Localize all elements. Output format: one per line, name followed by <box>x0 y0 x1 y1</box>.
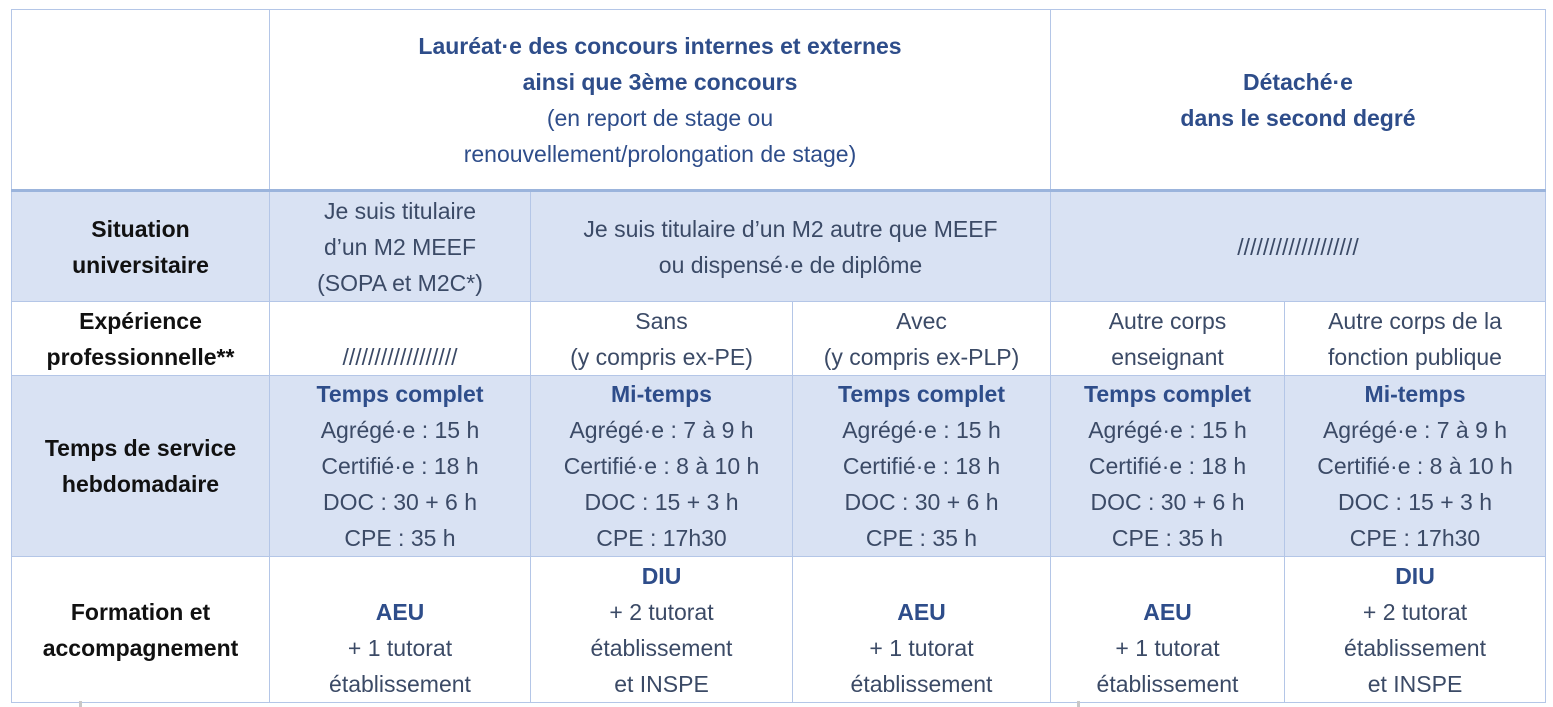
experience-avec-line2: (y compris ex-PLP) <box>823 343 1020 370</box>
experience-fp-line1: Autre corps de la <box>1328 307 1502 334</box>
experience-avec <box>793 302 1051 376</box>
temps-agrege: Agrégé·e : 15 h <box>842 417 1001 443</box>
experience-autre-corps-enseignant <box>1051 302 1285 376</box>
temps-cell-5 <box>1285 376 1546 557</box>
formation-line1: + 2 tutorat <box>609 598 714 625</box>
temps-title: Temps complet <box>1084 381 1251 407</box>
formation-label-line2: accompagnement <box>42 634 239 661</box>
situation-label-line1: Situation <box>91 215 190 242</box>
formation-cell-2 <box>531 557 793 703</box>
temps-label-line1: Temps de service <box>44 435 237 461</box>
experience-label <box>12 302 270 376</box>
temps-agrege: Agrégé·e : 15 h <box>320 417 480 443</box>
formation-cell-4 <box>1051 557 1285 703</box>
header-detache-line1: Détaché·e <box>1243 68 1353 95</box>
formation-title: AEU <box>897 599 946 625</box>
situation-autre-line1: Je suis titulaire d’un M2 autre que MEEF <box>583 215 998 242</box>
temps-cell-2 <box>531 376 793 557</box>
temps-title: Mi-temps <box>611 381 712 407</box>
temps-title: Temps complet <box>838 381 1005 407</box>
experience-label-line2: professionnelle** <box>46 343 235 370</box>
page-edge-mark-right <box>1077 701 1080 707</box>
temps-doc: DOC : 15 + 3 h <box>584 489 739 515</box>
situation-m2meef <box>270 191 531 302</box>
formation-title: AEU <box>375 599 425 625</box>
header-row <box>12 10 1546 191</box>
temps-cell-3 <box>793 376 1051 557</box>
experience-sans <box>531 302 793 376</box>
situation-autre <box>531 191 1051 302</box>
header-laureat-line4: renouvellement/prolongation de stage) <box>463 140 857 167</box>
temps-cpe: CPE : 35 h <box>344 525 456 551</box>
temps-agrege: Agrégé·e : 15 h <box>1088 417 1247 443</box>
formation-cell-3 <box>793 557 1051 703</box>
header-laureat-line1: Lauréat·e des concours internes et externes <box>418 32 902 59</box>
temps-label <box>12 376 270 557</box>
experience-autre-corps-fp <box>1285 302 1546 376</box>
formation-line3: et INSPE <box>1367 670 1463 697</box>
temps-certifie: Certifié·e : 8 à 10 h <box>1317 453 1513 479</box>
temps-doc: DOC : 30 + 6 h <box>1090 489 1245 515</box>
formation-title: DIU <box>641 562 682 589</box>
temps-doc: DOC : 30 + 6 h <box>844 489 999 515</box>
temps-cell-4 <box>1051 376 1285 557</box>
formation-title: AEU <box>1143 599 1192 625</box>
temps-cpe: CPE : 17h30 <box>1349 525 1481 551</box>
info-table <box>11 9 1546 703</box>
experience-sans-line1: Sans <box>635 307 688 334</box>
formation-line2: établissement <box>329 671 471 697</box>
temps-cpe: CPE : 35 h <box>1111 525 1224 551</box>
header-detache <box>1051 10 1546 191</box>
formation-line3: et INSPE <box>614 670 709 697</box>
page-edge-mark-left <box>79 701 82 707</box>
situation-detache-slashes: /////////////////// <box>1237 233 1359 260</box>
formation-line1: + 1 tutorat <box>869 635 974 661</box>
temps-certifie: Certifié·e : 18 h <box>842 453 1001 479</box>
experience-ens-line1: Autre corps <box>1108 307 1227 334</box>
header-laureat-line3: (en report de stage ou <box>546 104 774 131</box>
situation-label-line2: universitaire <box>72 251 209 278</box>
temps-cpe: CPE : 35 h <box>865 525 978 551</box>
formation-line2: établissement <box>590 634 733 661</box>
header-laureat-line2: ainsi que 3ème concours <box>522 68 798 95</box>
temps-certifie: Certifié·e : 18 h <box>1088 453 1247 479</box>
experience-label-line1: Expérience <box>79 307 202 334</box>
header-empty-cell <box>12 10 270 191</box>
experience-fp-line2: fonction publique <box>1328 343 1502 370</box>
temps-row <box>12 376 1546 557</box>
experience-row <box>12 302 1546 376</box>
experience-ens-line2: enseignant <box>1111 343 1224 370</box>
temps-label-line2: hebdomadaire <box>61 471 220 497</box>
temps-certifie: Certifié·e : 18 h <box>321 453 479 479</box>
temps-certifie: Certifié·e : 8 à 10 h <box>563 453 760 479</box>
formation-line1: + 2 tutorat <box>1362 598 1468 625</box>
formation-line2: établissement <box>1096 671 1239 697</box>
situation-m2meef-line3: (SOPA et M2C*) <box>317 269 483 296</box>
formation-cell-5 <box>1285 557 1546 703</box>
experience-avec-line1: Avec <box>896 307 947 334</box>
temps-cell-1 <box>270 376 531 557</box>
formation-cell-1 <box>270 557 531 703</box>
formation-label <box>12 557 270 703</box>
temps-title: Mi-temps <box>1364 381 1466 407</box>
situation-label <box>12 191 270 302</box>
formation-line1: + 1 tutorat <box>1115 635 1220 661</box>
formation-line1: + 1 tutorat <box>347 635 453 661</box>
temps-agrege: Agrégé·e : 7 à 9 h <box>569 417 754 443</box>
situation-row <box>12 191 1546 302</box>
temps-doc: DOC : 15 + 3 h <box>1337 489 1493 515</box>
formation-label-line1: Formation et <box>70 598 211 625</box>
temps-cpe: CPE : 17h30 <box>596 525 727 551</box>
header-laureat <box>270 10 1051 191</box>
formation-line2: établissement <box>850 671 993 697</box>
formation-row <box>12 557 1546 703</box>
temps-title: Temps complet <box>316 381 484 407</box>
temps-doc: DOC : 30 + 6 h <box>322 489 478 515</box>
situation-m2meef-line2: d’un M2 MEEF <box>323 233 477 260</box>
experience-m2meef-slashes: ////////////////// <box>342 344 458 370</box>
temps-agrege: Agrégé·e : 7 à 9 h <box>1322 417 1508 443</box>
situation-autre-line2: ou dispensé·e de diplôme <box>658 251 923 278</box>
experience-m2meef <box>270 302 531 376</box>
situation-m2meef-line1: Je suis titulaire <box>323 197 477 224</box>
situation-detache <box>1051 191 1546 302</box>
formation-line2: établissement <box>1344 634 1486 661</box>
experience-sans-line2: (y compris ex-PE) <box>570 343 753 370</box>
formation-title: DIU <box>1395 562 1435 589</box>
header-detache-line2: dans le second degré <box>1180 104 1416 131</box>
